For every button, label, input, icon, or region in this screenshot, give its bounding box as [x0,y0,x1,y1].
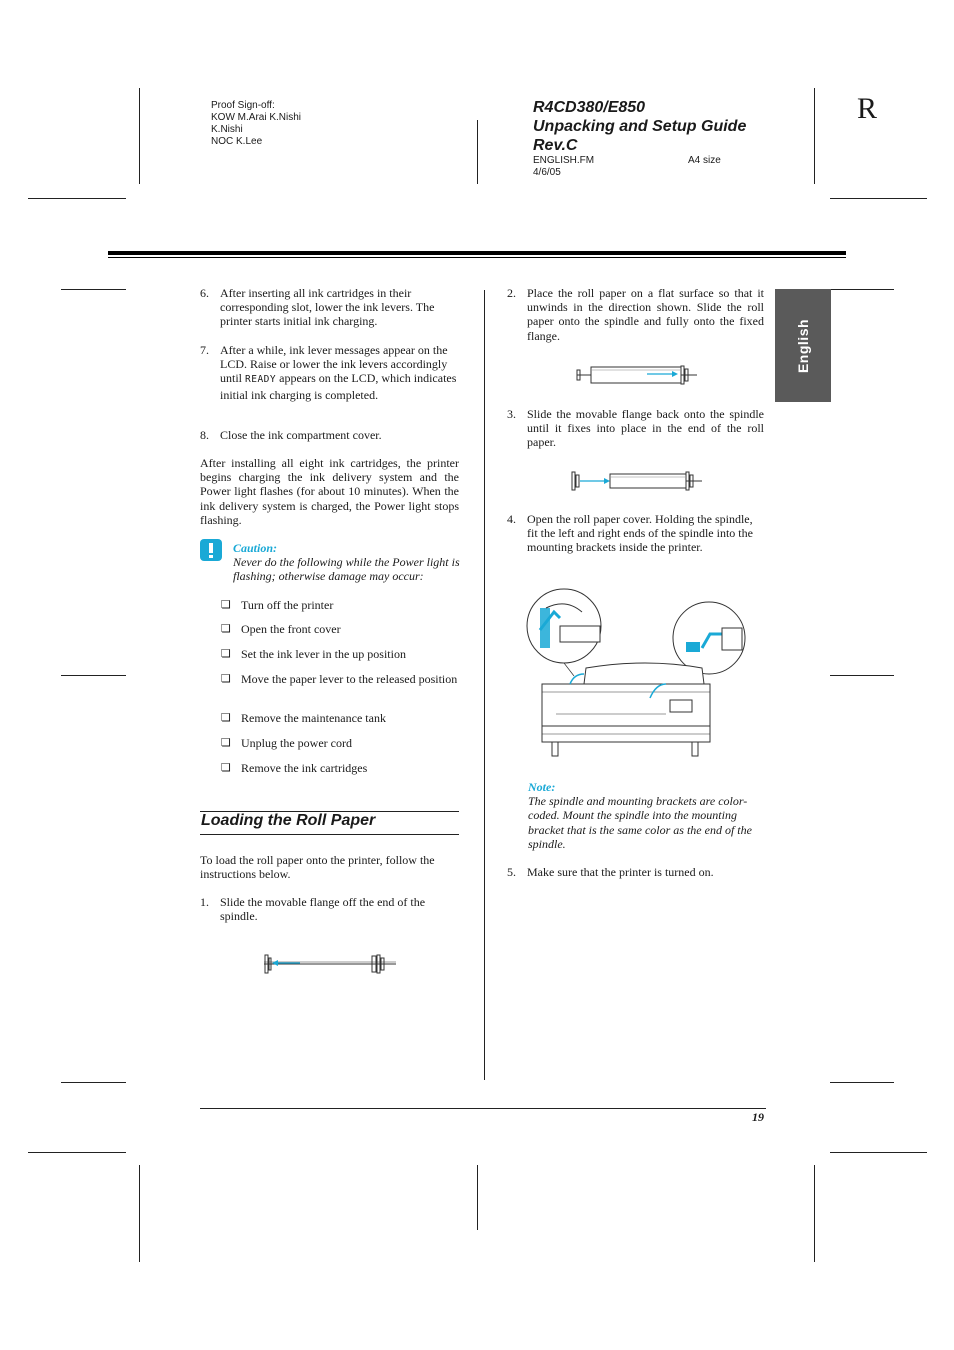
crop-mark [139,1165,140,1262]
file-date: 4/6/05 [533,167,561,178]
checkbox-bullet-icon: ❏ [221,598,231,611]
footer-rule [200,1108,766,1109]
crop-mark [28,1152,126,1153]
crop-mark [61,675,126,676]
note-title: Note: [528,780,556,794]
crop-mark [139,88,140,184]
header-rule-thin [108,257,846,258]
checkbox-bullet-icon: ❏ [221,672,231,685]
printer-mounting-figure [526,588,776,760]
roll-paper-figure [575,363,699,387]
header-rule [108,251,846,255]
corner-letter: R [857,92,878,125]
crop-mark [830,1152,927,1153]
column-divider [484,290,485,1080]
checkbox-bullet-icon: ❏ [221,711,231,724]
caution-title: Caution: [233,541,278,555]
paper-size: A4 size [688,155,721,166]
language-tab: English [775,289,831,402]
caution-box [233,541,461,584]
step-4: 4. Open the roll paper cover. Holding the spindle, fit the left and right ends of the spindle into the mounting brackets inside the printer. [507,512,753,555]
note-box [528,780,766,851]
checkbox-bullet-icon: ❏ [221,736,231,749]
crop-mark [477,1165,478,1230]
checkbox-bullet-icon: ❏ [221,622,231,635]
note-text: The spindle and mounting brackets are color-coded. Mount the spindle into the mounting bracket that is the same color as the end of the spindle. [528,794,752,851]
page-number: 19 [752,1110,764,1124]
crop-mark [830,1082,894,1083]
crop-mark [28,198,126,199]
step-2: 2. Place the roll paper on a flat surface so that it unwinds in the direction shown. Slide the roll paper onto the spindle and fully onto the fixed flange. [507,286,764,343]
crop-mark [477,120,478,184]
proof-signoff: Proof Sign-off: KOW M.Arai K.Nishi K.Nishi NOC K.Lee [211,100,302,147]
checkbox-bullet-icon: ❏ [221,761,231,774]
crop-mark [61,289,126,290]
crop-mark [814,88,815,184]
document-title: R4CD380/E850 Unpacking and Setup Guide Rev.C [533,99,747,154]
charging-paragraph: After installing all eight ink cartridges, the printer begins charging the ink delivery system and the Power light flashes (for about 10 minutes). When the ink delivery system is charged, the Power light stops flashing. [200,456,459,527]
lcd-message: READY [245,374,277,386]
step-1: 1. Slide the movable flange off the end of the spindle. [200,895,426,924]
crop-mark [61,1082,126,1083]
step-3: 3. Slide the movable flange back onto the spindle until it fixes into place in the end of the roll paper. [507,407,764,450]
crop-mark [830,198,927,199]
crop-mark [814,1165,815,1262]
section-heading: Loading the Roll Paper [201,812,376,829]
step-7: 7. After a while, ink lever messages appear on the LCD. Raise or lower the ink levers accordingly until READY appears on the LCD, which indicates initial ink charging is completed. [200,343,457,402]
step-5: 5. Make sure that the printer is turned on. [507,865,714,879]
crop-mark [830,675,894,676]
flange-reattach-figure [570,469,704,493]
checkbox-bullet-icon: ❏ [221,647,231,660]
crop-mark [830,289,894,290]
intro-paragraph: To load the roll paper onto the printer, follow the instructions below. [200,853,435,882]
caution-text: Never do the following while the Power light is flashing; otherwise damage may occur: [233,555,460,584]
caution-icon [200,539,222,561]
file-name: ENGLISH.FM [533,155,595,166]
step-8: 8. Close the ink compartment cover. [200,428,382,442]
heading-rule-bottom [200,834,459,835]
spindle-figure-1 [262,952,398,976]
step-6: 6. After inserting all ink cartridges in their corresponding slot, lower the ink levers. The printer starts initial ink charging. [200,286,435,329]
